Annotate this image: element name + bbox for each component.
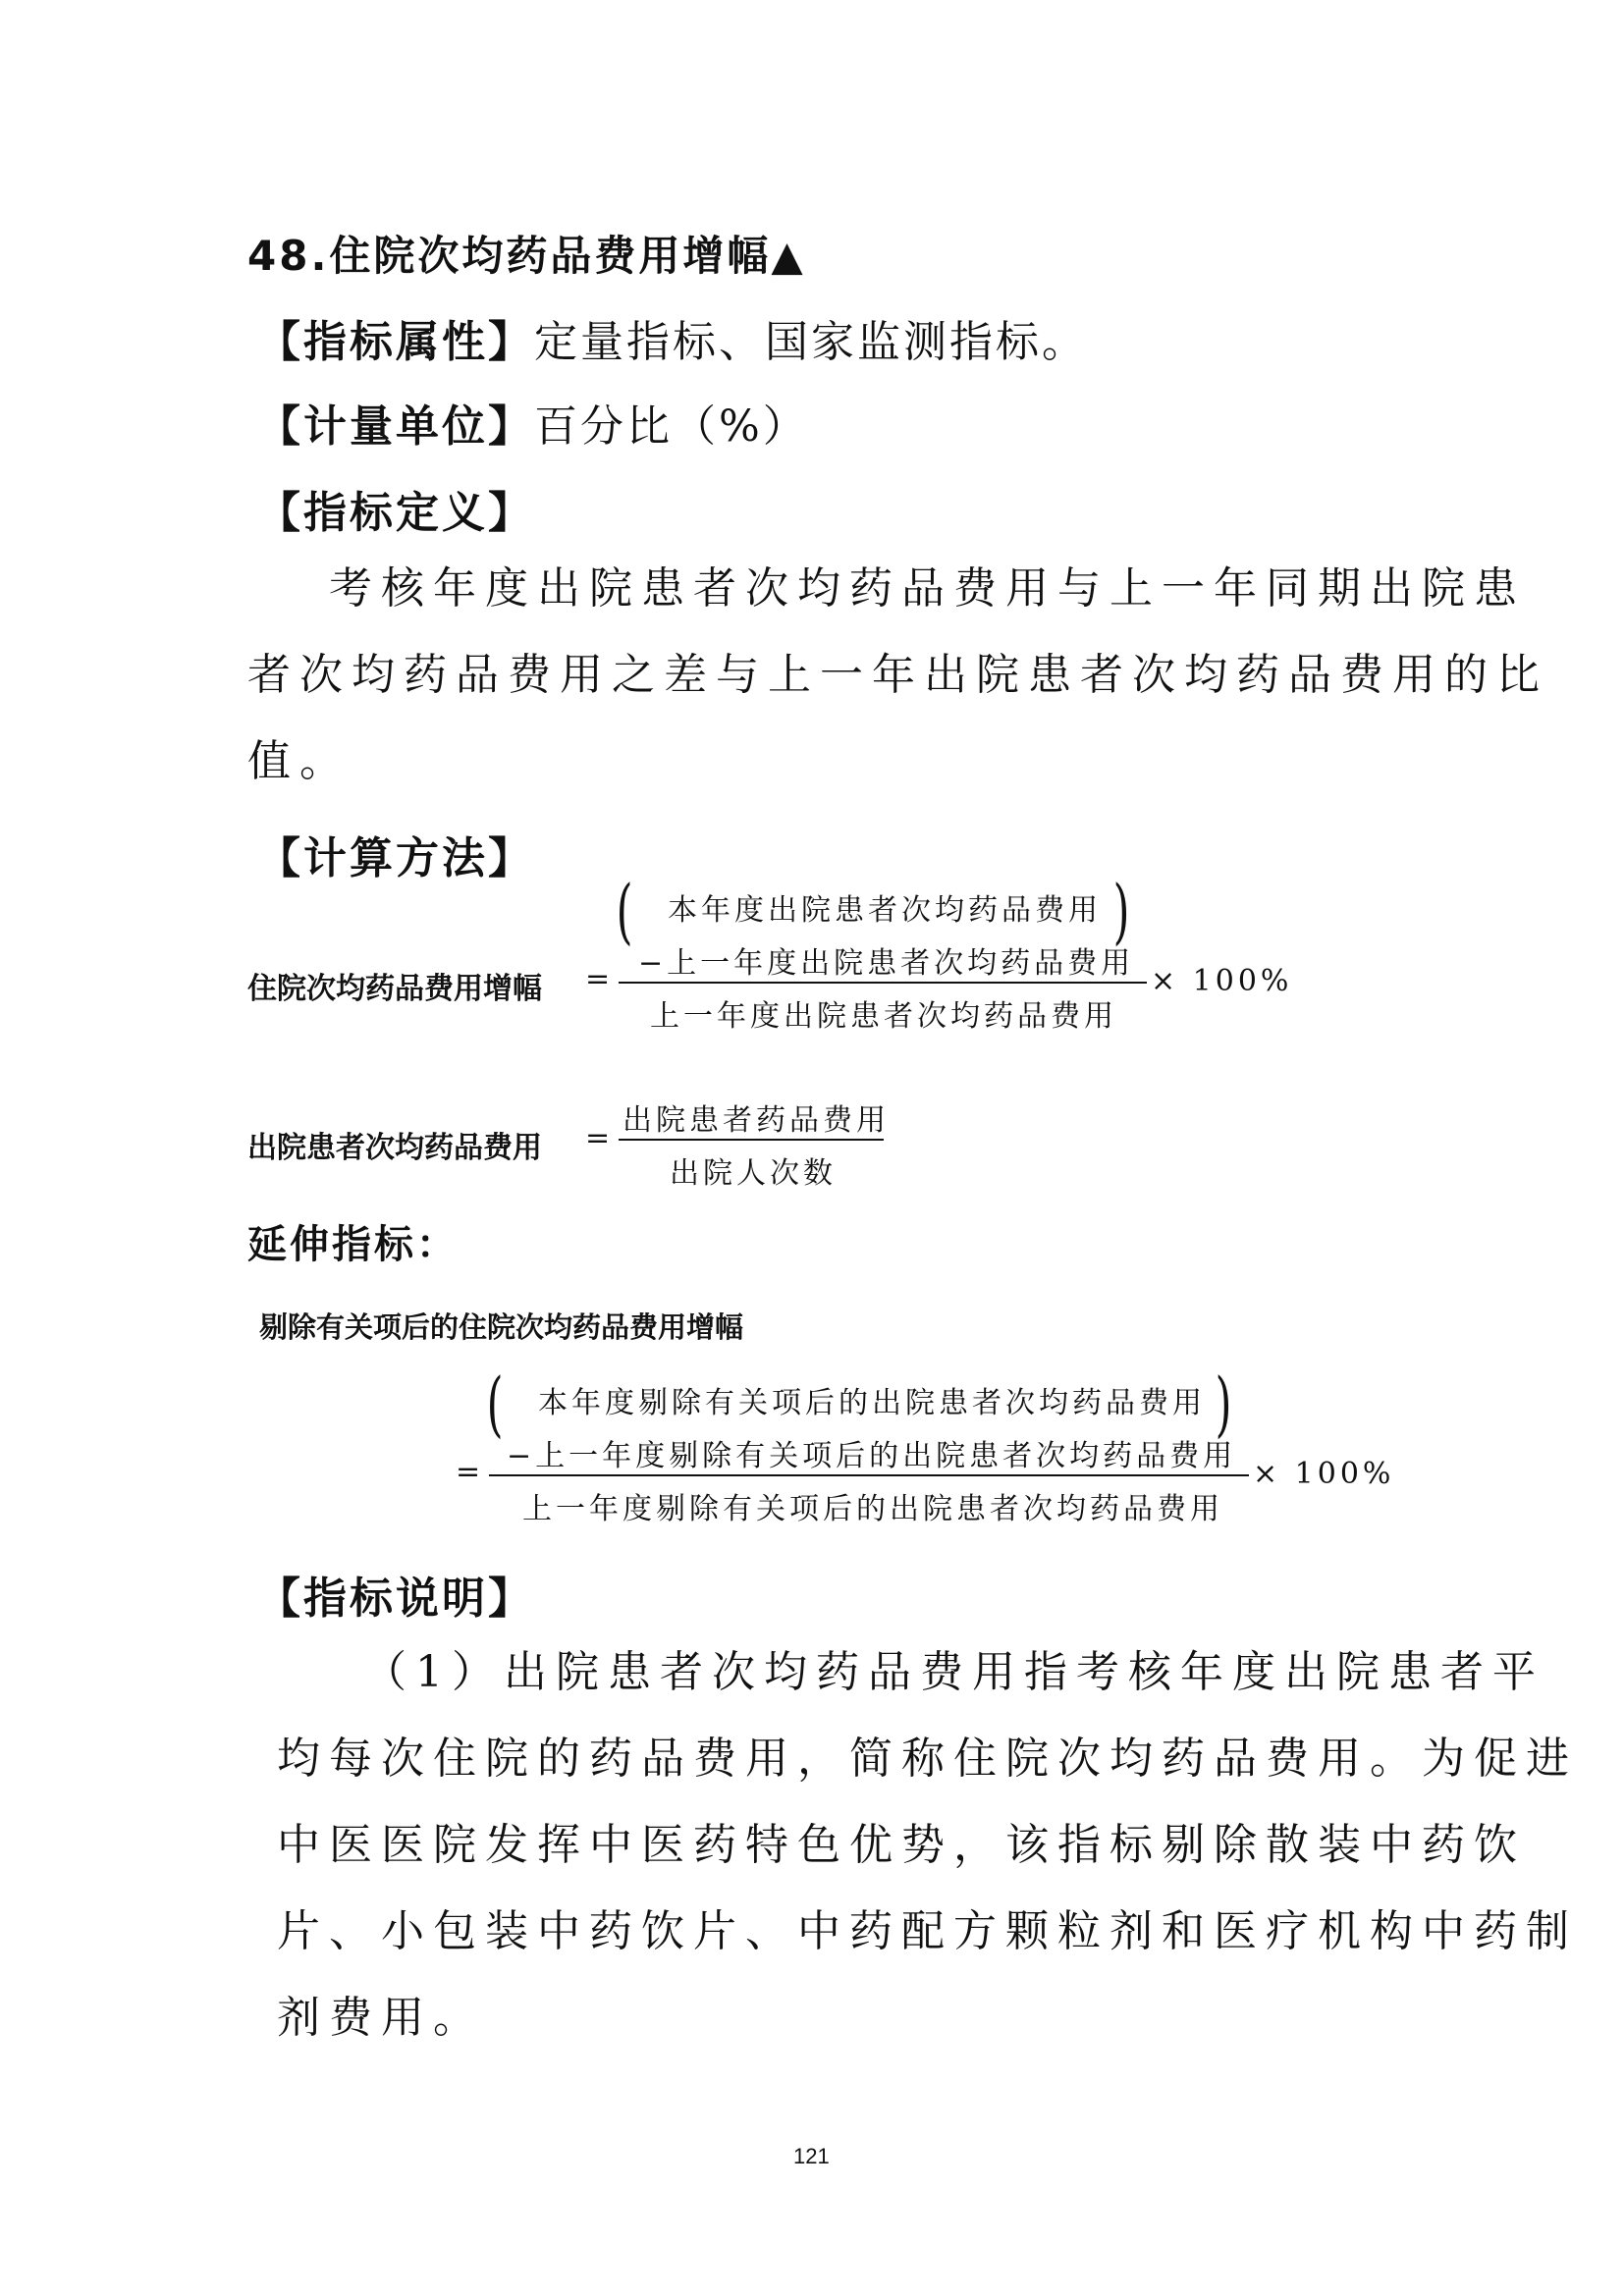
formula-1-lhs: 住院次均药品费用增幅	[247, 972, 542, 1006]
formula-2-fraction-bar	[619, 1139, 884, 1141]
formula-3-fraction-bar	[489, 1474, 1249, 1476]
explanation-line-2: 均每次住院的药品费用，简称住院次均药品费用。为促进	[277, 1734, 1578, 1784]
formula-1-numerator-line-2: −上一年度出院患者次均药品费用	[638, 946, 1135, 981]
formula-2-numerator: 出院患者药品费用	[623, 1103, 890, 1138]
page-number: 121	[793, 2144, 830, 2168]
explanation-label: 【指标说明】	[257, 1574, 534, 1624]
formula-2-lhs: 出院患者次均药品费用	[247, 1131, 542, 1165]
definition-line-1: 考核年度出院患者次均药品费用与上一年同期出院患	[329, 563, 1526, 614]
explanation-line-1: （1）出院患者次均药品费用指考核年度出院患者平	[363, 1647, 1544, 1697]
formula-1-numerator-line-1: 本年度出院患者次均药品费用	[668, 893, 1102, 928]
unit-row	[257, 391, 809, 454]
method-label: 【计算方法】	[257, 833, 534, 883]
formula-1-right-paren: )	[1112, 870, 1130, 952]
formula-3-factor: × 100%	[1253, 1457, 1395, 1491]
definition-line-2: 者次均药品费用之差与上一年出院患者次均药品费用的比	[247, 650, 1548, 700]
formula-2-equals: =	[585, 1121, 615, 1155]
attribute-value: 定量指标、国家监测指标。	[534, 317, 1088, 367]
formula-3-denominator: 上一年度剔除有关项后的出院患者次均药品费用	[522, 1492, 1223, 1526]
formula-3-left-paren: (	[486, 1362, 504, 1445]
explanation-line-3: 中医医院发挥中医药特色优势，该指标剔除散装中药饮	[277, 1820, 1526, 1870]
formula-1-factor: × 100%	[1151, 964, 1293, 998]
unit-label: 【计量单位】	[257, 401, 534, 452]
explanation-line-5: 剂费用。	[277, 1993, 485, 2043]
formula-1-denominator: 上一年度出院患者次均药品费用	[650, 999, 1117, 1034]
definition-line-3: 值。	[247, 736, 352, 786]
extension-label: 延伸指标：	[247, 1222, 459, 1267]
formula-3-right-paren: )	[1215, 1362, 1232, 1445]
formula-3-numerator-line-2: −上一年度剔除有关项后的出院患者次均药品费用	[507, 1439, 1237, 1473]
formula-1-equals: =	[585, 962, 615, 996]
definition-label: 【指标定义】	[257, 488, 534, 538]
indicator-title: 48.住院次均药品费用增幅▲	[247, 232, 806, 280]
formula-2-denominator: 出院人次数	[670, 1156, 837, 1191]
explanation-line-4: 片、小包装中药饮片、中药配方颗粒剂和医疗机构中药制	[277, 1906, 1578, 1956]
attribute-row	[257, 306, 1088, 369]
formula-1-left-paren: (	[616, 870, 633, 952]
formula-3-equals: =	[456, 1455, 485, 1489]
formula-3-numerator-line-1: 本年度剔除有关项后的出院患者次均药品费用	[538, 1386, 1206, 1420]
formula-3-title: 剔除有关项后的住院次均药品费用增幅	[259, 1310, 744, 1344]
formula-1-fraction-bar	[619, 982, 1147, 984]
attribute-label: 【指标属性】	[257, 317, 534, 367]
unit-value: 百分比（%）	[534, 401, 809, 452]
